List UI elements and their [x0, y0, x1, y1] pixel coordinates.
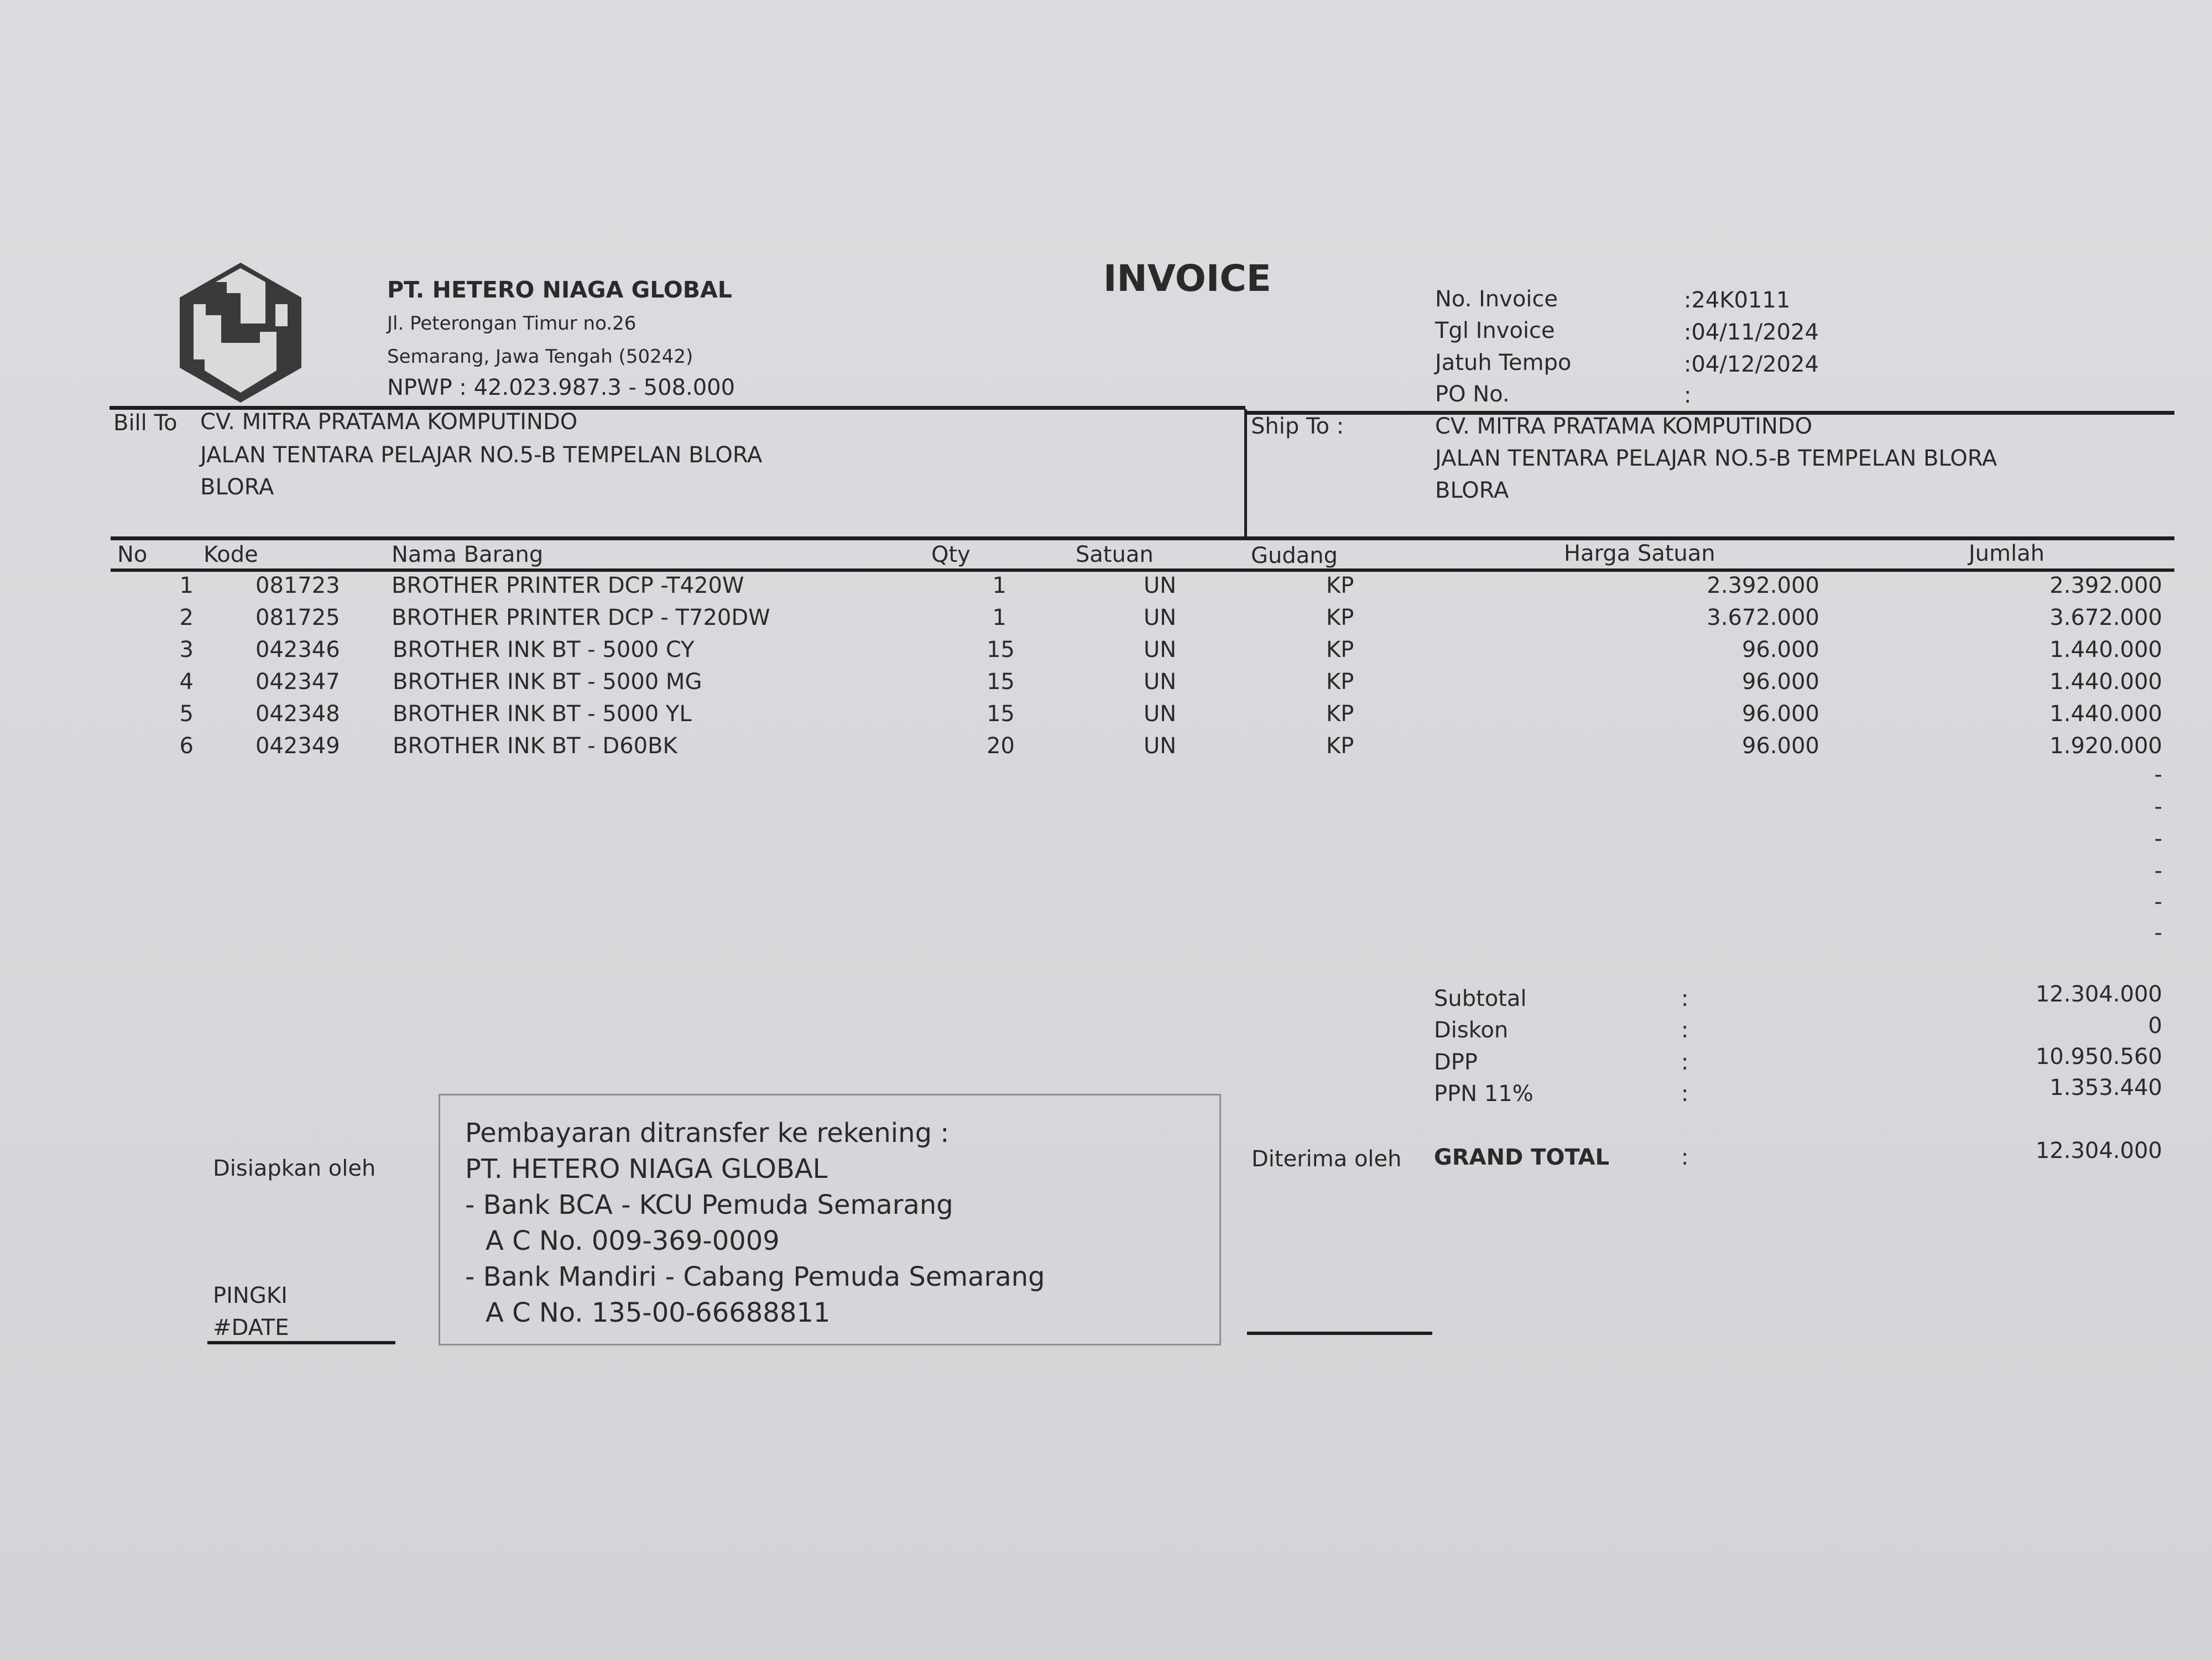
diskon-colon: :: [1681, 1018, 1689, 1043]
company-npwp: NPWP : 42.023.987.3 - 508.000: [387, 375, 735, 400]
row-nama: BROTHER INK BT - 5000 MG: [393, 669, 702, 695]
due-date-label: Jatuh Tempo: [1435, 350, 1572, 375]
company-address-line2: Semarang, Jawa Tengah (50242): [387, 346, 693, 368]
due-date-value: :04/12/2024: [1684, 352, 1819, 377]
row-qty: 20: [987, 733, 1015, 759]
diskon-label: Diskon: [1434, 1018, 1509, 1043]
payment-mandiri-account: A C No. 135-00-66688811: [486, 1297, 831, 1328]
invoice-no-label: No. Invoice: [1435, 286, 1558, 312]
col-header-no: No: [117, 542, 148, 567]
table-row: [0, 701, 2212, 733]
row-satuan: UN: [1144, 701, 1177, 727]
prepared-by-date: #DATE: [213, 1315, 289, 1340]
prepared-by-name: PINGKI: [213, 1283, 288, 1308]
company-logo: [171, 260, 310, 404]
invoice-date-label: Tgl Invoice: [1435, 318, 1555, 343]
row-jumlah: 1.440.000: [2049, 701, 2162, 727]
ship-to-label: Ship To :: [1251, 414, 1344, 439]
row-no: 1: [179, 573, 194, 598]
row-gudang: KP: [1326, 605, 1354, 630]
row-satuan: UN: [1144, 733, 1177, 759]
dpp-label: DPP: [1434, 1050, 1478, 1075]
row-qty: 15: [987, 637, 1015, 662]
col-header-qty: Qty: [931, 542, 971, 567]
row-kode: 042346: [255, 637, 340, 662]
subtotal-value: 12.304.000: [2035, 982, 2162, 1007]
row-gudang: KP: [1326, 669, 1354, 695]
row-nama: BROTHER INK BT - 5000 YL: [393, 701, 692, 727]
prepared-by-label: Disiapkan oleh: [213, 1156, 376, 1181]
row-nama: BROTHER PRINTER DCP - T720DW: [392, 605, 770, 630]
subtotal-colon: :: [1681, 986, 1689, 1011]
grand-total-label: GRAND TOTAL: [1434, 1145, 1610, 1170]
row-kode: 081723: [255, 573, 340, 598]
row-qty: 15: [987, 669, 1015, 695]
row-jumlah: 3.672.000: [2049, 605, 2162, 630]
row-no: 3: [179, 637, 194, 662]
row-jumlah: 2.392.000: [2049, 573, 2162, 598]
company-address-line1: Jl. Peterongan Timur no.26: [387, 312, 637, 335]
row-satuan: UN: [1144, 637, 1177, 662]
col-header-harga: Harga Satuan: [1564, 541, 1715, 566]
table-row: [0, 605, 2212, 637]
row-harga: 96.000: [1742, 637, 1819, 662]
row-qty: 15: [987, 701, 1015, 727]
row-jumlah: 1.440.000: [2049, 637, 2162, 662]
subtotal-label: Subtotal: [1434, 986, 1527, 1011]
payment-bca-account: A C No. 009-369-0009: [486, 1225, 780, 1256]
table-row: [0, 573, 2212, 605]
bill-ship-divider: [1244, 409, 1247, 539]
table-row: [0, 669, 2212, 701]
payment-bank-bca: - Bank BCA - KCU Pemuda Semarang: [465, 1190, 953, 1220]
row-harga: 2.392.000: [1707, 573, 1819, 598]
empty-row-mark: -: [2154, 794, 2162, 820]
row-nama: BROTHER INK BT - 5000 CY: [393, 637, 695, 662]
row-kode: 042347: [255, 669, 340, 695]
invoice-date-value: :04/11/2024: [1684, 320, 1819, 345]
row-no: 5: [179, 701, 194, 727]
row-harga: 96.000: [1742, 701, 1819, 727]
row-qty: 1: [992, 605, 1006, 630]
po-no-value: :: [1684, 383, 1692, 408]
table-header-rule: [111, 568, 2174, 572]
row-qty: 1: [992, 573, 1006, 598]
row-kode: 081725: [255, 605, 340, 630]
row-no: 2: [179, 605, 194, 630]
row-gudang: KP: [1326, 733, 1354, 759]
row-gudang: KP: [1326, 573, 1354, 598]
received-signature-line: [1247, 1332, 1432, 1335]
row-nama: BROTHER INK BT - D60BK: [393, 733, 677, 759]
payment-bank-mandiri: - Bank Mandiri - Cabang Pemuda Semarang: [465, 1261, 1045, 1292]
row-kode: 042349: [255, 733, 340, 759]
ppn-colon: :: [1681, 1081, 1689, 1107]
ship-to-city: BLORA: [1435, 478, 1509, 503]
payment-company: PT. HETERO NIAGA GLOBAL: [465, 1154, 828, 1185]
invoice-no-value: :24K0111: [1684, 288, 1791, 313]
bill-to-address: JALAN TENTARA PELAJAR NO.5-B TEMPELAN BLORA: [200, 442, 763, 468]
col-header-gudang: Gudang: [1251, 543, 1338, 568]
row-harga: 3.672.000: [1707, 605, 1819, 630]
row-satuan: UN: [1144, 573, 1177, 598]
document-title: INVOICE: [1103, 257, 1271, 300]
ppn-value: 1.353.440: [2049, 1075, 2162, 1100]
row-no: 6: [179, 733, 194, 759]
prepared-signature-line: [207, 1341, 395, 1344]
row-harga: 96.000: [1742, 733, 1819, 759]
col-header-satuan: Satuan: [1076, 542, 1154, 567]
received-by-label: Diterima oleh: [1251, 1146, 1402, 1172]
ship-to-address: JALAN TENTARA PELAJAR NO.5-B TEMPELAN BLORA: [1435, 446, 1997, 471]
row-satuan: UN: [1144, 669, 1177, 695]
dpp-colon: :: [1681, 1050, 1689, 1075]
empty-row-mark: -: [2154, 920, 2162, 946]
col-header-kode: Kode: [204, 542, 258, 567]
company-name: PT. HETERO NIAGA GLOBAL: [387, 276, 732, 303]
grand-total-value: 12.304.000: [2035, 1138, 2162, 1164]
empty-row-mark: -: [2154, 889, 2162, 915]
bill-to-label: Bill To: [113, 410, 178, 436]
row-nama: BROTHER PRINTER DCP -T420W: [392, 573, 744, 598]
table-top-rule: [111, 536, 2174, 540]
row-jumlah: 1.440.000: [2049, 669, 2162, 695]
ppn-label: PPN 11%: [1434, 1081, 1533, 1107]
ship-to-name: CV. MITRA PRATAMA KOMPUTINDO: [1435, 414, 1813, 439]
empty-row-mark: -: [2154, 858, 2162, 884]
row-kode: 042348: [255, 701, 340, 727]
row-no: 4: [179, 669, 194, 695]
diskon-value: 0: [2148, 1013, 2162, 1039]
col-header-jumlah: Jumlah: [1969, 541, 2045, 566]
row-satuan: UN: [1144, 605, 1177, 630]
empty-row-mark: -: [2154, 826, 2162, 852]
row-gudang: KP: [1326, 637, 1354, 662]
row-jumlah: 1.920.000: [2049, 733, 2162, 759]
row-gudang: KP: [1326, 701, 1354, 727]
row-harga: 96.000: [1742, 669, 1819, 695]
bill-to-name: CV. MITRA PRATAMA KOMPUTINDO: [200, 409, 578, 435]
payment-info-box: [439, 1094, 1221, 1345]
table-row: [0, 637, 2212, 669]
bill-to-city: BLORA: [200, 474, 274, 500]
dpp-value: 10.950.560: [2035, 1044, 2162, 1070]
payment-line1: Pembayaran ditransfer ke rekening :: [465, 1118, 950, 1149]
col-header-nama: Nama Barang: [392, 542, 544, 567]
grand-total-colon: :: [1681, 1145, 1689, 1170]
table-row: [0, 733, 2212, 765]
empty-row-mark: -: [2154, 762, 2162, 787]
po-no-label: PO No.: [1435, 382, 1510, 407]
